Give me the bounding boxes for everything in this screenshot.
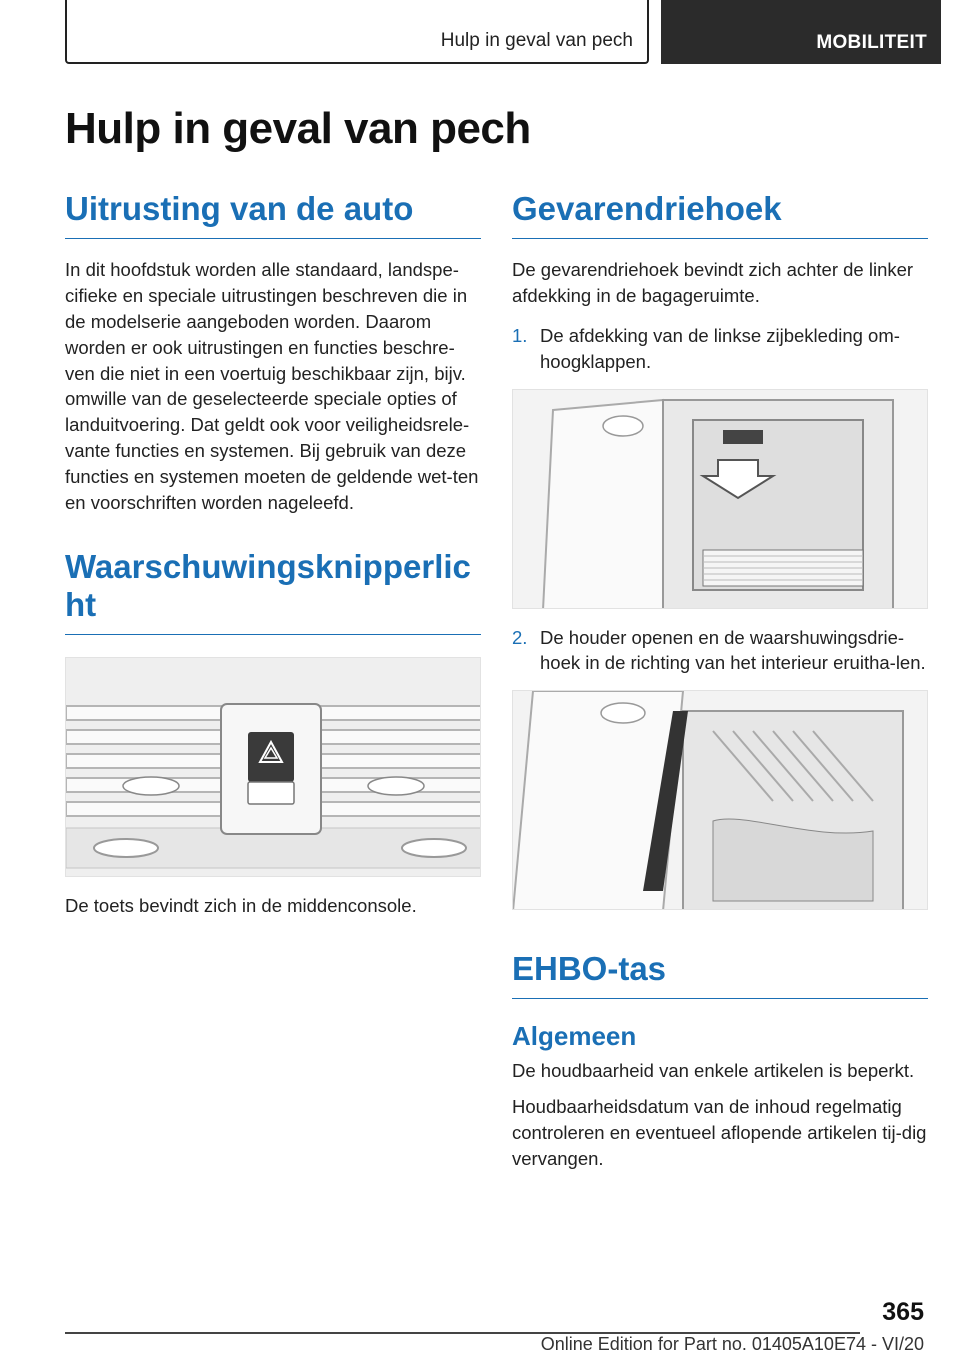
right-column: [512, 190, 928, 1172]
header-section-box: [65, 0, 649, 64]
left-column: [65, 190, 481, 919]
header-section-title: Hulp in geval van pech: [440, 30, 633, 51]
header-chapter-label: MOBILITEIT: [816, 32, 927, 53]
heading-hazard-lights: Waarschuwingsknipperlicht: [65, 548, 481, 635]
step-2-text: De houder openen en de waarshuwingsdrie-hoek in de richting van het interieur eruitha-len.: [540, 626, 926, 674]
step-2: [512, 625, 928, 677]
hazard-caption: De toets bevindt zich in de middenconsole.: [65, 894, 417, 916]
page-title: Hulp in geval van pech: [65, 104, 531, 153]
warning-triangle-steps-cont: [512, 625, 928, 677]
triangle-holder-illustration: [513, 691, 928, 910]
step-1-number: 1.: [512, 324, 528, 346]
step-1-text: De afdekking van de linkse zijbekleding om-hoogklappen.: [540, 324, 900, 372]
step-2-number: 2.: [512, 626, 528, 648]
equipment-text: In dit hoofdstuk worden alle standaard, landspe-cifieke en speciale uitrustingen beschreven die in de modelserie aangeboden worden. Daarom worden er ook uitrustingen en functies beschre-ven die niet in een voertuig beschikbaar zijn, bijv. omwille van de geselecteerde speciale opties of landuitvoering. Dat geldt ook voor veiligheidsrele-vante functies en systemen. Bij gebruik van deze functies en systemen moeten de geldende wet-ten en voorschriften worden nageleefd.: [65, 258, 479, 513]
triangle-holder-image: [512, 690, 928, 910]
page-number: 365: [882, 1298, 924, 1326]
subheading-general: Algemeen: [512, 1021, 637, 1052]
heading-equipment: Uitrusting van de auto: [65, 190, 481, 239]
trim-panel-illustration: [513, 390, 928, 609]
first-aid-text-2: Houdbaarheidsdatum van de inhoud regelmatig controleren en eventueel aflopende artikelen tij-dig vervangen.: [512, 1096, 927, 1170]
first-aid-text-1: De houdbaarheid van enkele artikelen is beperkt.: [512, 1060, 915, 1082]
hazard-switch-illustration: [66, 658, 481, 877]
warning-triangle-intro: De gevarendriehoek bevindt zich achter de linker afdekking in de bagageruimte.: [512, 258, 914, 306]
warning-triangle-steps: [512, 323, 928, 375]
trim-panel-image: [512, 389, 928, 609]
header-chapter-tab: [661, 0, 941, 64]
hazard-button-image: [65, 657, 481, 877]
footer-edition: Online Edition for Part no. 01405A10E74 - VI/20: [540, 1334, 924, 1354]
step-1: [512, 323, 928, 375]
heading-warning-triangle: Gevarendriehoek: [512, 190, 928, 239]
heading-first-aid-kit: EHBO-tas: [512, 950, 928, 999]
